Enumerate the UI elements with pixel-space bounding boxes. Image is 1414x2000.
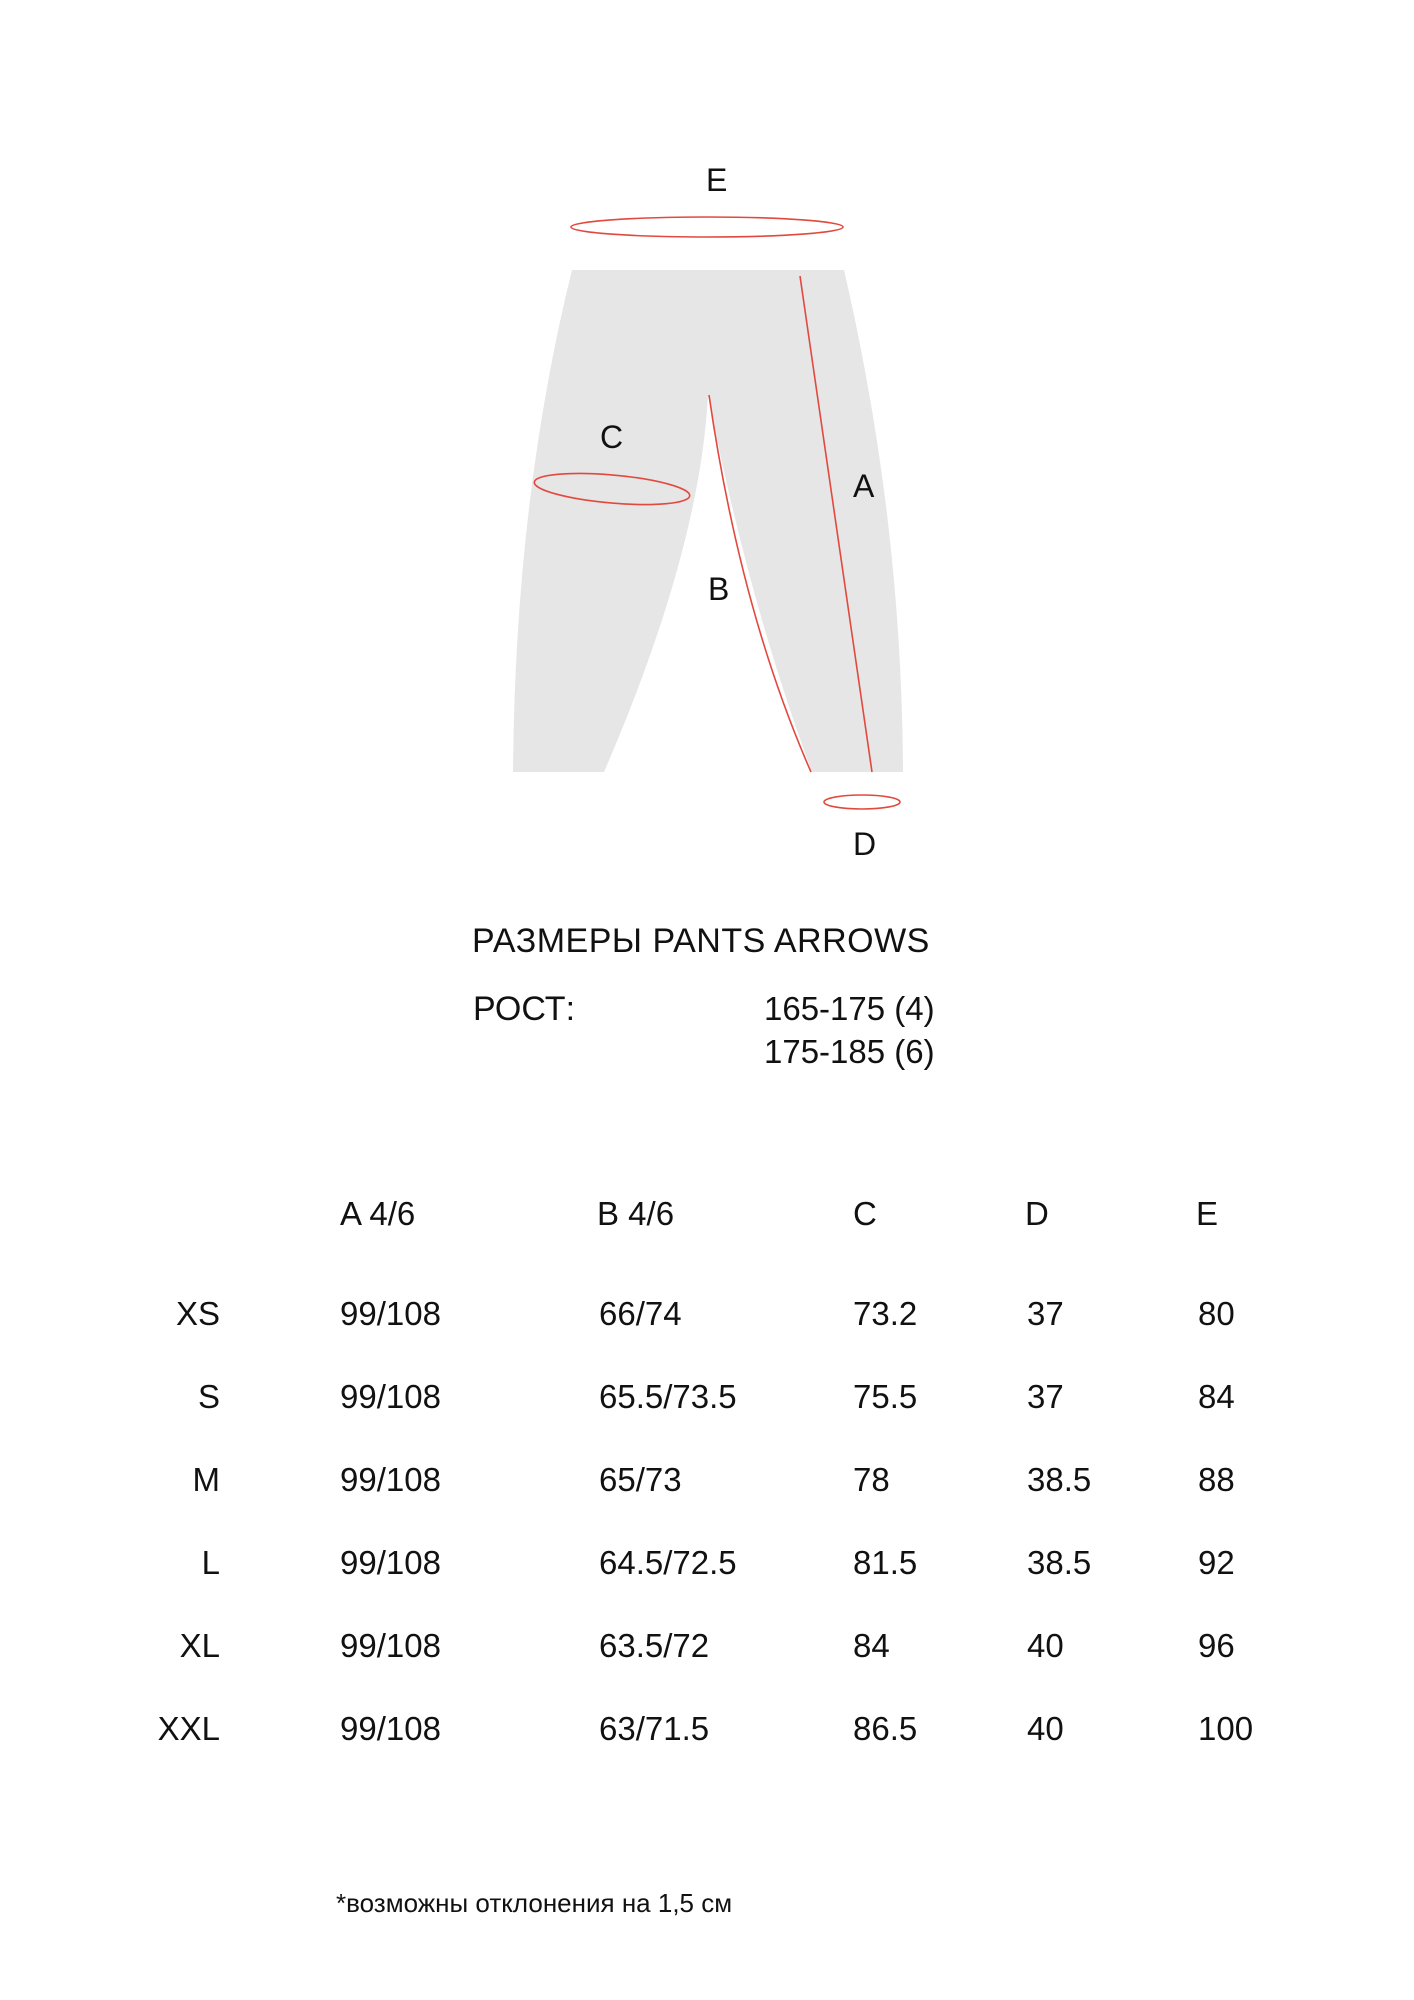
deviation-note: *возможны отклонения на 1,5 см (336, 1888, 733, 1918)
cell-b: 63.5/72 (599, 1627, 710, 1664)
pants-diagram (0, 0, 1414, 880)
cell-e: 92 (1198, 1544, 1235, 1581)
cell-e: 84 (1198, 1378, 1235, 1415)
cell-e: 80 (1198, 1295, 1235, 1332)
label-e: E (706, 162, 728, 198)
waist-measure-line-e (571, 217, 843, 237)
height-value-2: 175-185 (6) (764, 1033, 935, 1070)
cell-b: 65.5/73.5 (599, 1378, 737, 1415)
cell-d: 38.5 (1027, 1461, 1092, 1498)
cell-b: 66/74 (599, 1295, 682, 1332)
cell-a: 99/108 (340, 1378, 441, 1415)
height-value-1: 165-175 (4) (764, 990, 935, 1027)
cell-a: 99/108 (340, 1461, 441, 1498)
cell-c: 73.2 (853, 1295, 918, 1332)
cell-c: 84 (853, 1627, 890, 1664)
cell-c: 75.5 (853, 1378, 918, 1415)
header-b: B 4/6 (597, 1195, 675, 1232)
cell-d: 40 (1027, 1710, 1064, 1747)
header-e: E (1196, 1195, 1219, 1232)
size-label: S (197, 1378, 220, 1415)
size-label: XXL (157, 1710, 220, 1747)
height-label: РОСТ: (473, 990, 576, 1028)
cell-b: 65/73 (599, 1461, 682, 1498)
size-label: L (201, 1544, 220, 1581)
label-d: D (853, 826, 877, 862)
cell-a: 99/108 (340, 1295, 441, 1332)
size-label: XL (179, 1627, 220, 1664)
cell-e: 96 (1198, 1627, 1235, 1664)
cell-d: 38.5 (1027, 1544, 1092, 1581)
cell-d: 37 (1027, 1378, 1064, 1415)
cell-a: 99/108 (340, 1710, 441, 1747)
label-b: B (708, 571, 730, 607)
size-label: XS (175, 1295, 220, 1332)
cell-a: 99/108 (340, 1544, 441, 1581)
size-label: M (192, 1461, 220, 1498)
cell-a: 99/108 (340, 1627, 441, 1664)
header-d: D (1025, 1195, 1049, 1232)
pants-silhouette (513, 270, 903, 772)
cell-d: 37 (1027, 1295, 1064, 1332)
hem-measure-line-d (824, 795, 900, 809)
cell-e: 100 (1198, 1710, 1254, 1747)
cell-d: 40 (1027, 1627, 1064, 1664)
label-a: A (853, 468, 875, 504)
header-a: A 4/6 (340, 1195, 416, 1232)
page-title: РАЗМЕРЫ PANTS ARROWS (472, 922, 930, 960)
cell-c: 81.5 (853, 1544, 918, 1581)
cell-c: 78 (853, 1461, 890, 1498)
cell-c: 86.5 (853, 1710, 918, 1747)
label-c: C (600, 419, 624, 455)
cell-b: 64.5/72.5 (599, 1544, 737, 1581)
cell-b: 63/71.5 (599, 1710, 710, 1747)
cell-e: 88 (1198, 1461, 1235, 1498)
header-c: C (853, 1195, 877, 1232)
